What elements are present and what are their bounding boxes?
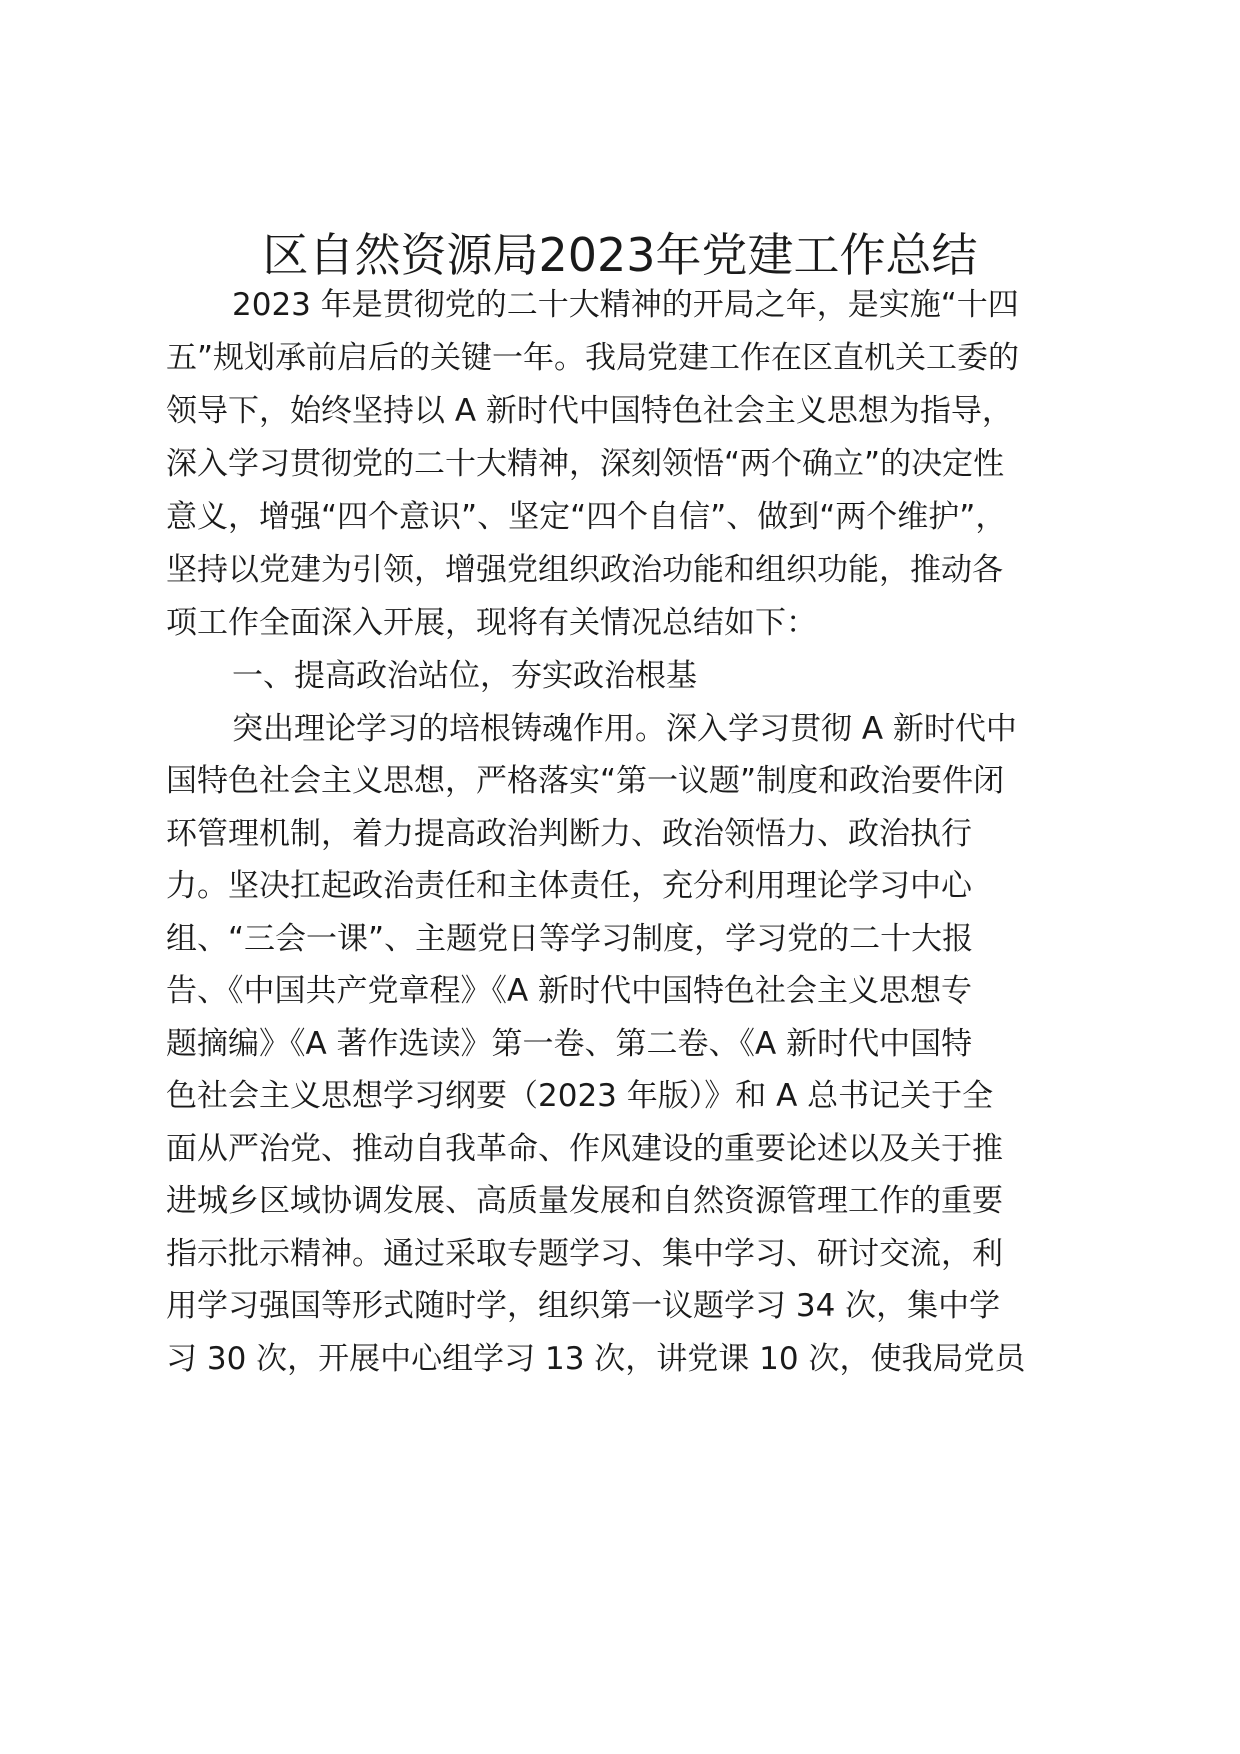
document-title: 区自然资源局2023年党建工作总结 (262, 228, 978, 282)
paragraph-1-line: 五”规划承前启后的关键一年。我局党建工作在区直机关工委的 (166, 340, 1020, 376)
paragraph-2-line: 面从严治党、推动自我革命、作风建设的重要论述以及关于推 (166, 1131, 1003, 1167)
paragraph-1-line: 领导下，始终坚持以 A 新时代中国特色社会主义思想为指导， (166, 393, 1013, 429)
paragraph-2-line: 告、《中国共产党章程》《A 新时代中国特色社会主义思想专 (166, 973, 973, 1009)
section-heading: 一、提高政治站位，夯实政治根基 (232, 658, 697, 694)
paragraph-2-line: 国特色社会主义思想，严格落实“第一议题”制度和政治要件闭 (166, 763, 1005, 799)
paragraph-2-line: 进城乡区域协调发展、高质量发展和自然资源管理工作的重要 (166, 1183, 1003, 1219)
paragraph-2-line: 习 30 次，开展中心组学习 13 次，讲党课 10 次，使我局党员 (166, 1341, 1026, 1377)
paragraph-2-line: 环管理机制，着力提高政治判断力、政治领悟力、政治执行 (166, 816, 972, 852)
paragraph-2-line: 指示批示精神。通过采取专题学习、集中学习、研讨交流，利 (166, 1236, 1003, 1272)
paragraph-1-line: 深入学习贯彻党的二十大精神，深刻领悟“两个确立”的决定性 (166, 446, 1005, 482)
paragraph-2-line: 色社会主义思想学习纲要（2023 年版）》和 A 总书记关于全 (166, 1078, 994, 1114)
paragraph-1-line: 项工作全面深入开展，现将有关情况总结如下： (166, 605, 817, 641)
paragraph-1-line: 坚持以党建为引领，增强党组织政治功能和组织功能，推动各 (166, 552, 1003, 588)
paragraph-2-line: 力。坚决扛起政治责任和主体责任，充分利用理论学习中心 (166, 868, 972, 904)
paragraph-2-line: 题摘编》《A 著作选读》第一卷、第二卷、《A 新时代中国特 (166, 1026, 973, 1062)
paragraph-2-line: 突出理论学习的培根铸魂作用。深入学习贯彻 A 新时代中 (232, 711, 1017, 747)
paragraph-2-line: 组、“三会一课”、主题党日等学习制度，学习党的二十大报 (166, 921, 974, 957)
paragraph-1-line: 意义，增强“四个意识”、坚定“四个自信”、做到“两个维护”， (166, 499, 1007, 535)
paragraph-2-line: 用学习强国等形式随时学，组织第一议题学习 34 次，集中学 (166, 1288, 1001, 1324)
paragraph-1-line: 2023 年是贯彻党的二十大精神的开局之年，是实施“十四 (232, 287, 1019, 323)
